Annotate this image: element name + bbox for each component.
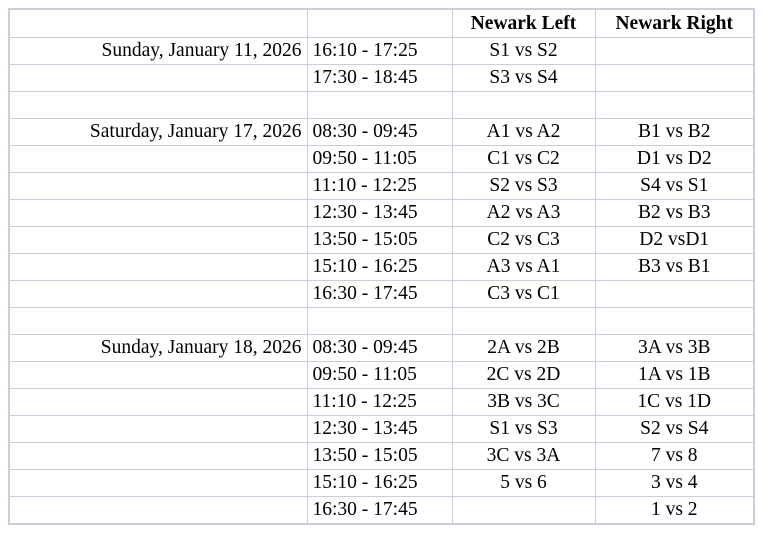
- match-cell-newark-left: A3 vs A1: [452, 254, 595, 281]
- spacer-cell: [452, 92, 595, 119]
- time-cell: 09:50 - 11:05: [307, 146, 452, 173]
- table-row: [9, 497, 754, 525]
- column-header-newark-right: Newark Right: [595, 9, 754, 38]
- date-cell: Sunday, January 11, 2026: [9, 38, 307, 65]
- match-cell-newark-right: [595, 65, 754, 92]
- table-row: [9, 443, 754, 470]
- match-cell-newark-right: D2 vsD1: [595, 227, 754, 254]
- header-row: [9, 9, 754, 38]
- table-row: [9, 254, 754, 281]
- table-row: [9, 416, 754, 443]
- time-cell: 12:30 - 13:45: [307, 416, 452, 443]
- table-row: [9, 119, 754, 146]
- match-cell-newark-left: S1 vs S3: [452, 416, 595, 443]
- date-cell: Sunday, January 18, 2026: [9, 335, 307, 362]
- match-cell-newark-left: C1 vs C2: [452, 146, 595, 173]
- table-header: [9, 9, 754, 38]
- match-cell-newark-left: S2 vs S3: [452, 173, 595, 200]
- match-cell-newark-right: 3A vs 3B: [595, 335, 754, 362]
- table-row: [9, 65, 754, 92]
- match-cell-newark-right: S2 vs S4: [595, 416, 754, 443]
- spacer-row: [9, 92, 754, 119]
- date-cell: [9, 146, 307, 173]
- match-cell-newark-right: B1 vs B2: [595, 119, 754, 146]
- match-cell-newark-right: D1 vs D2: [595, 146, 754, 173]
- time-cell: 16:10 - 17:25: [307, 38, 452, 65]
- match-cell-newark-right: 1C vs 1D: [595, 389, 754, 416]
- date-cell: [9, 443, 307, 470]
- match-cell-newark-left: [452, 497, 595, 525]
- match-cell-newark-left: 5 vs 6: [452, 470, 595, 497]
- date-cell: [9, 227, 307, 254]
- match-cell-newark-left: C2 vs C3: [452, 227, 595, 254]
- spacer-row: [9, 308, 754, 335]
- time-cell: 12:30 - 13:45: [307, 200, 452, 227]
- date-cell: Saturday, January 17, 2026: [9, 119, 307, 146]
- date-cell: [9, 65, 307, 92]
- match-cell-newark-left: S3 vs S4: [452, 65, 595, 92]
- spacer-cell: [595, 308, 754, 335]
- date-cell: [9, 389, 307, 416]
- match-cell-newark-right: 3 vs 4: [595, 470, 754, 497]
- match-cell-newark-left: S1 vs S2: [452, 38, 595, 65]
- date-cell: [9, 281, 307, 308]
- date-cell: [9, 254, 307, 281]
- column-header-date: [9, 9, 307, 38]
- date-cell: [9, 173, 307, 200]
- time-cell: 13:50 - 15:05: [307, 227, 452, 254]
- table-row: [9, 146, 754, 173]
- match-cell-newark-right: 1 vs 2: [595, 497, 754, 525]
- table-row: [9, 200, 754, 227]
- time-cell: 11:10 - 12:25: [307, 389, 452, 416]
- match-cell-newark-left: 2C vs 2D: [452, 362, 595, 389]
- spacer-cell: [307, 92, 452, 119]
- time-cell: 08:30 - 09:45: [307, 119, 452, 146]
- table-row: [9, 281, 754, 308]
- spacer-cell: [9, 308, 307, 335]
- spacer-cell: [9, 92, 307, 119]
- match-cell-newark-left: 3B vs 3C: [452, 389, 595, 416]
- spacer-cell: [595, 92, 754, 119]
- match-cell-newark-right: 7 vs 8: [595, 443, 754, 470]
- time-cell: 16:30 - 17:45: [307, 281, 452, 308]
- table-row: [9, 173, 754, 200]
- match-cell-newark-left: 2A vs 2B: [452, 335, 595, 362]
- column-header-newark-left: Newark Left: [452, 9, 595, 38]
- time-cell: 11:10 - 12:25: [307, 173, 452, 200]
- table-row: [9, 470, 754, 497]
- time-cell: 08:30 - 09:45: [307, 335, 452, 362]
- time-cell: 17:30 - 18:45: [307, 65, 452, 92]
- match-cell-newark-left: 3C vs 3A: [452, 443, 595, 470]
- match-cell-newark-right: [595, 38, 754, 65]
- match-cell-newark-right: S4 vs S1: [595, 173, 754, 200]
- tournament-schedule-table: [8, 8, 755, 525]
- match-cell-newark-left: A2 vs A3: [452, 200, 595, 227]
- table-row: [9, 227, 754, 254]
- date-cell: [9, 416, 307, 443]
- time-cell: 13:50 - 15:05: [307, 443, 452, 470]
- match-cell-newark-right: 1A vs 1B: [595, 362, 754, 389]
- time-cell: 09:50 - 11:05: [307, 362, 452, 389]
- match-cell-newark-right: [595, 281, 754, 308]
- table-row: [9, 362, 754, 389]
- table-row: [9, 335, 754, 362]
- table-row: [9, 389, 754, 416]
- date-cell: [9, 470, 307, 497]
- match-cell-newark-left: C3 vs C1: [452, 281, 595, 308]
- spacer-cell: [307, 308, 452, 335]
- date-cell: [9, 362, 307, 389]
- spacer-cell: [452, 308, 595, 335]
- match-cell-newark-right: B2 vs B3: [595, 200, 754, 227]
- match-cell-newark-right: B3 vs B1: [595, 254, 754, 281]
- time-cell: 15:10 - 16:25: [307, 470, 452, 497]
- date-cell: [9, 200, 307, 227]
- column-header-time: [307, 9, 452, 38]
- time-cell: 16:30 - 17:45: [307, 497, 452, 525]
- match-cell-newark-left: A1 vs A2: [452, 119, 595, 146]
- date-cell: [9, 497, 307, 525]
- table-row: [9, 38, 754, 65]
- table-body: [9, 38, 754, 525]
- time-cell: 15:10 - 16:25: [307, 254, 452, 281]
